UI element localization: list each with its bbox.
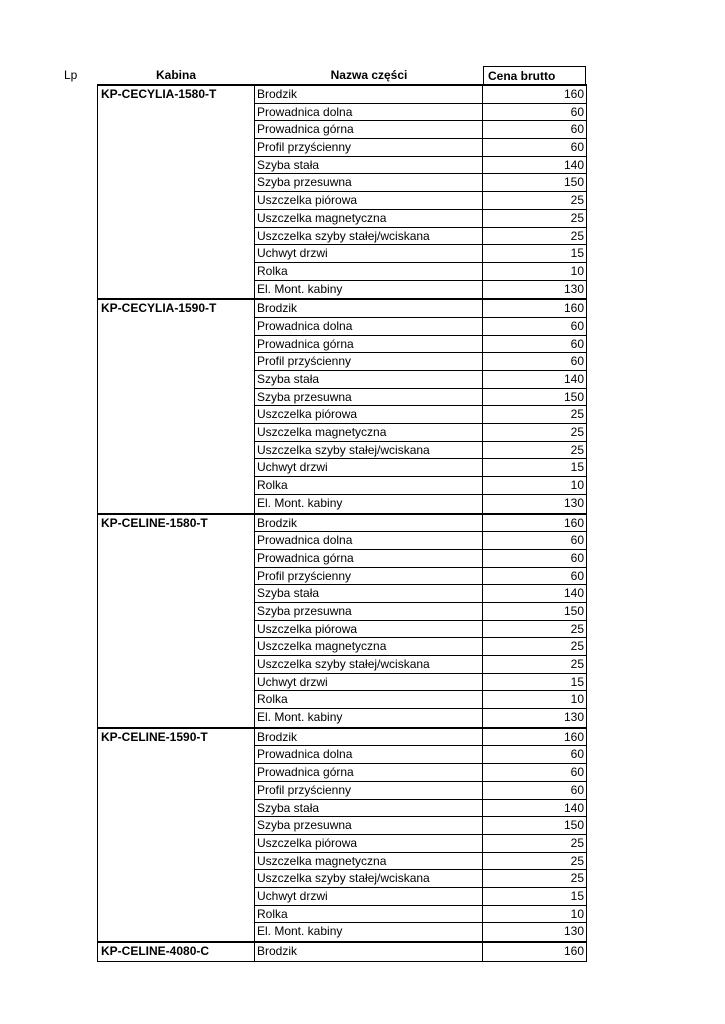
cabin-cell: KP-CELINE-1580-T [97,515,254,533]
cabin-cell [97,656,254,674]
price-cell: 130 [483,709,587,727]
table-row [97,800,587,818]
cabin-cell [97,709,254,727]
cabin-cell [97,228,254,246]
price-cell: 60 [483,764,587,782]
cabin-cell [97,550,254,568]
cabin-cell [97,764,254,782]
part-name-cell: Szyba stała [254,800,483,818]
table-row [97,621,587,639]
part-name-cell: Szyba przesuwna [254,817,483,835]
part-name-cell: Uszczelka piórowa [254,192,483,210]
cabin-cell: KP-CECYLIA-1580-T [97,86,254,104]
price-cell: 140 [483,371,587,389]
cabin-cell: KP-CELINE-1590-T [97,729,254,747]
price-cell: 15 [483,459,587,477]
cabin-cell [97,495,254,513]
part-name-cell: Uszczelka magnetyczna [254,424,483,442]
table-row [97,228,587,246]
cabin-cell [97,389,254,407]
cabin-cell [97,104,254,122]
part-name-cell: Szyba stała [254,157,483,175]
cabin-cell [97,281,254,299]
cabin-group [97,941,587,962]
part-name-cell: Prowadnica górna [254,336,483,354]
price-cell: 60 [483,139,587,157]
cabin-cell [97,318,254,336]
cabin-cell [97,532,254,550]
header-gross-price: Cena brutto [483,66,586,85]
cabin-cell [97,603,254,621]
table-row [97,495,587,513]
cabin-cell [97,568,254,586]
cabin-group [97,513,587,727]
cabin-cell: KP-CELINE-4080-C [97,943,254,961]
part-name-cell: Profil przyścienny [254,782,483,800]
cabin-cell: KP-CECYLIA-1590-T [97,300,254,318]
table-row [97,157,587,175]
table-row [97,603,587,621]
table-row [97,943,587,961]
part-name-cell: Szyba stała [254,585,483,603]
price-cell: 25 [483,621,587,639]
table-row [97,336,587,354]
table-row [97,121,587,139]
part-name-cell: Szyba stała [254,371,483,389]
table-row [97,424,587,442]
price-cell: 130 [483,923,587,941]
cabin-cell [97,139,254,157]
price-cell: 25 [483,406,587,424]
part-name-cell: El. Mont. kabiny [254,709,483,727]
table-row [97,764,587,782]
part-name-cell: Profil przyścienny [254,139,483,157]
price-cell: 130 [483,281,587,299]
part-name-cell: Uchwyt drzwi [254,245,483,263]
part-name-cell: Prowadnica górna [254,121,483,139]
table-row [97,870,587,888]
price-cell: 25 [483,638,587,656]
part-name-cell: El. Mont. kabiny [254,495,483,513]
price-cell: 60 [483,121,587,139]
part-name-cell: Uszczelka piórowa [254,621,483,639]
price-cell: 60 [483,104,587,122]
part-name-cell: Rolka [254,263,483,281]
cabin-cell [97,174,254,192]
part-name-cell: Szyba przesuwna [254,389,483,407]
header-part-name: Nazwa części [330,68,408,82]
price-cell: 60 [483,746,587,764]
cabin-cell [97,835,254,853]
price-cell: 25 [483,210,587,228]
part-name-cell: Prowadnica dolna [254,532,483,550]
cabin-cell [97,459,254,477]
price-cell: 160 [483,943,587,961]
part-name-cell: Uszczelka szyby stałej/wciskana [254,870,483,888]
table-row [97,550,587,568]
part-name-cell: Uszczelka piórowa [254,835,483,853]
cabin-cell [97,817,254,835]
table-row [97,923,587,941]
part-name-cell: Brodzik [254,86,483,104]
part-name-cell: Brodzik [254,943,483,961]
price-cell: 160 [483,300,587,318]
price-cell: 140 [483,585,587,603]
price-cell: 15 [483,888,587,906]
price-cell: 160 [483,515,587,533]
cabin-cell [97,585,254,603]
table-row [97,406,587,424]
part-name-cell: Uszczelka magnetyczna [254,638,483,656]
table-row [97,674,587,692]
part-name-cell: Rolka [254,691,483,709]
cabin-cell [97,245,254,263]
price-cell: 150 [483,817,587,835]
price-cell: 60 [483,550,587,568]
table-row [97,515,587,533]
part-name-cell: Uszczelka szyby stałej/wciskana [254,656,483,674]
cabin-cell [97,353,254,371]
table-row [97,389,587,407]
part-name-cell: El. Mont. kabiny [254,281,483,299]
table-row [97,906,587,924]
price-cell: 140 [483,800,587,818]
cabin-cell [97,746,254,764]
table-row [97,210,587,228]
table-row [97,638,587,656]
header-cabin: Kabina [155,68,196,82]
price-cell: 15 [483,245,587,263]
cabin-cell [97,800,254,818]
parts-table [97,84,587,962]
price-cell: 150 [483,603,587,621]
part-name-cell: Brodzik [254,300,483,318]
price-cell: 25 [483,870,587,888]
cabin-cell [97,442,254,460]
price-cell: 140 [483,157,587,175]
price-cell: 60 [483,318,587,336]
price-cell: 150 [483,174,587,192]
cabin-cell [97,192,254,210]
part-name-cell: Rolka [254,477,483,495]
header-lp: Lp [64,68,78,82]
part-name-cell: Brodzik [254,729,483,747]
cabin-cell [97,906,254,924]
price-cell: 10 [483,477,587,495]
part-name-cell: Uszczelka magnetyczna [254,210,483,228]
table-row [97,835,587,853]
cabin-cell [97,336,254,354]
table-row [97,300,587,318]
cabin-group [97,298,587,512]
part-name-cell: Uchwyt drzwi [254,674,483,692]
table-row [97,371,587,389]
price-cell: 25 [483,853,587,871]
cabin-cell [97,424,254,442]
cabin-cell [97,621,254,639]
part-name-cell: Uszczelka piórowa [254,406,483,424]
cabin-cell [97,406,254,424]
table-row [97,245,587,263]
price-cell: 150 [483,389,587,407]
part-name-cell: Prowadnica dolna [254,104,483,122]
table-row [97,86,587,104]
table-row [97,709,587,727]
table-row [97,281,587,299]
table-row [97,853,587,871]
table-row [97,174,587,192]
cabin-cell [97,157,254,175]
part-name-cell: Uchwyt drzwi [254,459,483,477]
cabin-cell [97,870,254,888]
cabin-cell [97,371,254,389]
part-name-cell: Uszczelka szyby stałej/wciskana [254,228,483,246]
table-row [97,353,587,371]
part-name-cell: Uchwyt drzwi [254,888,483,906]
table-row [97,442,587,460]
part-name-cell: Szyba przesuwna [254,603,483,621]
price-cell: 25 [483,192,587,210]
cabin-cell [97,121,254,139]
part-name-cell: Uszczelka szyby stałej/wciskana [254,442,483,460]
table-row [97,691,587,709]
table-row [97,477,587,495]
part-name-cell: Uszczelka magnetyczna [254,853,483,871]
part-name-cell: Prowadnica górna [254,550,483,568]
table-row [97,263,587,281]
price-cell: 25 [483,656,587,674]
part-name-cell: Profil przyścienny [254,353,483,371]
table-row [97,568,587,586]
price-cell: 130 [483,495,587,513]
price-cell: 25 [483,442,587,460]
table-row [97,782,587,800]
price-cell: 60 [483,353,587,371]
price-cell: 160 [483,86,587,104]
cabin-cell [97,477,254,495]
cabin-group [97,84,587,298]
price-cell: 25 [483,228,587,246]
price-cell: 25 [483,835,587,853]
price-cell: 60 [483,782,587,800]
table-row [97,656,587,674]
cabin-cell [97,853,254,871]
table-row [97,746,587,764]
cabin-cell [97,691,254,709]
table-row [97,532,587,550]
part-name-cell: Rolka [254,906,483,924]
table-row [97,459,587,477]
part-name-cell: Prowadnica górna [254,764,483,782]
cabin-cell [97,674,254,692]
cabin-cell [97,638,254,656]
part-name-cell: Brodzik [254,515,483,533]
table-row [97,888,587,906]
table-row [97,192,587,210]
price-cell: 15 [483,674,587,692]
price-cell: 10 [483,691,587,709]
table-row [97,585,587,603]
price-cell: 60 [483,568,587,586]
part-name-cell: Prowadnica dolna [254,746,483,764]
price-cell: 160 [483,729,587,747]
price-cell: 10 [483,906,587,924]
price-cell: 60 [483,336,587,354]
cabin-cell [97,888,254,906]
table-row [97,318,587,336]
cabin-cell [97,210,254,228]
cabin-cell [97,923,254,941]
part-name-cell: Prowadnica dolna [254,318,483,336]
cabin-cell [97,782,254,800]
cabin-cell [97,263,254,281]
table-row [97,817,587,835]
price-cell: 10 [483,263,587,281]
table-row [97,729,587,747]
part-name-cell: Szyba przesuwna [254,174,483,192]
part-name-cell: Profil przyścienny [254,568,483,586]
price-cell: 25 [483,424,587,442]
price-cell: 60 [483,532,587,550]
table-row [97,139,587,157]
cabin-group [97,727,587,941]
table-row [97,104,587,122]
part-name-cell: El. Mont. kabiny [254,923,483,941]
